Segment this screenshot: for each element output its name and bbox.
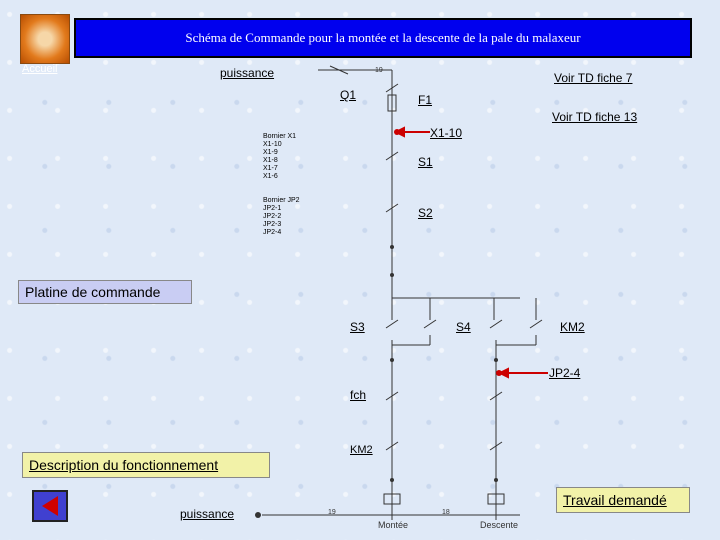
platine-de-commande-button[interactable]: Platine de commande [18, 280, 192, 304]
page-title: Schéma de Commande pour la montée et la descente de la pale du malaxeur [74, 18, 692, 58]
s2-label: S2 [418, 206, 433, 220]
bornier-jp2-item: JP2-3 [263, 221, 282, 228]
puissance-bottom-label: puissance [180, 507, 235, 521]
s3-label: S3 [350, 320, 365, 334]
description-fonctionnement-button[interactable]: Description du fonctionnement [22, 452, 270, 478]
bornier-jp2-title: Bornier JP2 [263, 197, 300, 204]
wire-number-19-bottom: 19 [328, 509, 336, 516]
bornier-x1-title: Bornier X1 [263, 133, 297, 140]
back-button[interactable] [32, 490, 68, 522]
bornier-x1-item: X1-6 [263, 173, 278, 180]
bornier-jp2-list [263, 197, 300, 237]
wire-number-18: 18 [442, 509, 450, 516]
km2-right-label: KM2 [560, 320, 585, 334]
bornier-x1-item: X1-7 [263, 165, 278, 172]
wire-number-19-top: 19 [375, 67, 383, 74]
jp2-4-label: JP2-4 [549, 366, 581, 380]
bornier-x1-list [263, 133, 296, 181]
fch-label: fch [350, 388, 367, 402]
travail-demande-button[interactable]: Travail demandé [556, 487, 690, 513]
accueil-link[interactable]: Accueil [22, 63, 58, 75]
bornier-jp2-item: JP2-2 [263, 213, 282, 220]
montee-label: Montée [378, 520, 409, 530]
s1-label: S1 [418, 155, 433, 169]
bornier-jp2-item: JP2-1 [263, 205, 282, 212]
bornier-x1-item: X1-8 [263, 157, 278, 164]
voir-td-fiche-7-link[interactable]: Voir TD fiche 7 [554, 71, 633, 85]
km2-left-label: KM2 [350, 444, 373, 456]
back-arrow-icon [42, 496, 58, 516]
x1-10-label: X1-10 [430, 126, 463, 140]
puissance-top-label: puissance [220, 66, 275, 80]
s4-label: S4 [456, 320, 471, 334]
voir-td-fiche-13-link[interactable]: Voir TD fiche 13 [552, 110, 638, 124]
descente-label: Descente [480, 520, 519, 530]
bornier-x1-item: X1-10 [263, 141, 282, 148]
f1-label: F1 [418, 93, 433, 107]
bornier-jp2-item: JP2-4 [263, 229, 282, 236]
bornier-x1-item: X1-9 [263, 149, 278, 156]
q1-label: Q1 [340, 88, 357, 102]
